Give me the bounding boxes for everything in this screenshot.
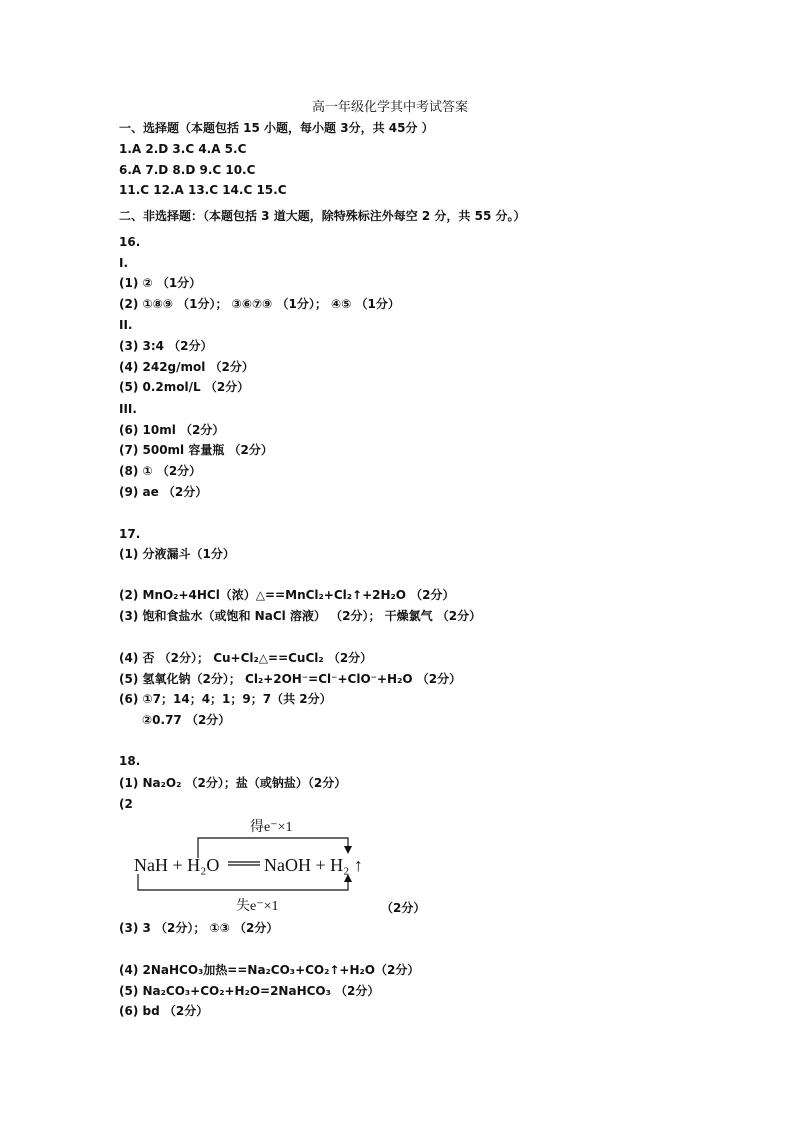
- answer-16-3: (3) 3:4 （2分）: [119, 339, 213, 353]
- section-2-heading: 二、非选择题：（本题包括 3 道大题，除特殊标注外每空 2 分，共 55 分。）: [119, 209, 526, 223]
- gain-arrow-head: [344, 846, 352, 854]
- answer-16-1: (1) ② （1分）: [119, 276, 202, 290]
- question-18-label: 18.: [119, 754, 141, 768]
- equation-left: NaH + H₂O: [134, 855, 220, 875]
- answer-16-5: (5) 0.2mol/L （2分）: [119, 380, 250, 394]
- answer-18-1: (1) Na₂O₂ （2分）；盐（或钠盐）（2分）: [119, 776, 347, 790]
- gain-label: 得e⁻×1: [250, 820, 293, 835]
- answer-17-2: (2) MnO₂+4HCl（浓）△==MnCl₂+Cl₂↑+2H₂O （2分）: [119, 588, 455, 602]
- answer-17-1: (1) 分液漏斗（1分）: [119, 547, 235, 561]
- answer-17-6-part-2: ②0.77 （2分）: [142, 713, 231, 727]
- loss-electron-arrow-path: [138, 874, 348, 890]
- mc-answers-row-3: 11.C 12.A 13.C 14.C 15.C: [119, 183, 287, 197]
- question-16-part-ii: II.: [119, 318, 133, 332]
- answer-17-5: (5) 氢氧化钠（2分）； Cl₂+2OH⁻=Cl⁻+ClO⁻+H₂O （2分）: [119, 672, 462, 686]
- equation-equals-sign: [228, 862, 260, 865]
- page-title: 高一年级化学其中考试答案: [312, 100, 469, 115]
- mc-answers-row-2: 6.A 7.D 8.D 9.C 10.C: [119, 163, 256, 177]
- section-1-heading: 一、选择题（本题包括 15 小题，每小题 3分，共 45分 ）: [119, 121, 434, 135]
- answer-18-2-label: (2: [119, 797, 133, 811]
- answer-16-6: (6) 10ml （2分）: [119, 423, 225, 437]
- answer-17-6: (6) ①7；14；4；1；9；7（共 2分）: [119, 692, 332, 706]
- answer-16-8: (8) ① （2分）: [119, 464, 202, 478]
- equation-right: NaOH + H₂ ↑: [264, 855, 363, 875]
- question-16-part-iii: III.: [119, 402, 137, 416]
- answer-16-9: (9) ae （2分）: [119, 485, 208, 499]
- answer-16-2: (2) ①⑧⑨ （1分）； ③⑥⑦⑨ （1分）； ④⑤ （1分）: [119, 297, 400, 311]
- answer-18-6: (6) bd （2分）: [119, 1004, 209, 1018]
- answer-17-3: (3) 饱和食盐水（或饱和 NaCl 溶液） （2分）； 干燥氯气 （2分）: [119, 609, 482, 623]
- mc-answers-row-1: 1.A 2.D 3.C 4.A 5.C: [119, 142, 247, 156]
- answer-18-4: (4) 2NaHCO₃加热==Na₂CO₃+CO₂↑+H₂O（2分）: [119, 963, 420, 977]
- answer-16-7: (7) 500ml 容量瓶 （2分）: [119, 443, 273, 457]
- answer-18-2-score: （2分）: [381, 901, 426, 915]
- answer-16-4: (4) 242g/mol （2分）: [119, 360, 254, 374]
- loss-arrow-head: [344, 874, 352, 882]
- question-16-part-i: I.: [119, 256, 129, 270]
- answer-17-4: (4) 否 （2分）； Cu+Cl₂△==CuCl₂ （2分）: [119, 651, 373, 665]
- loss-label: 失e⁻×1: [236, 899, 279, 914]
- question-16-label: 16.: [119, 235, 141, 249]
- answer-18-5: (5) Na₂CO₃+CO₂+H₂O=2NaHCO₃ （2分）: [119, 984, 380, 998]
- answer-18-3: (3) 3 （2分）； ①③ （2分）: [119, 921, 279, 935]
- question-17-label: 17.: [119, 527, 141, 541]
